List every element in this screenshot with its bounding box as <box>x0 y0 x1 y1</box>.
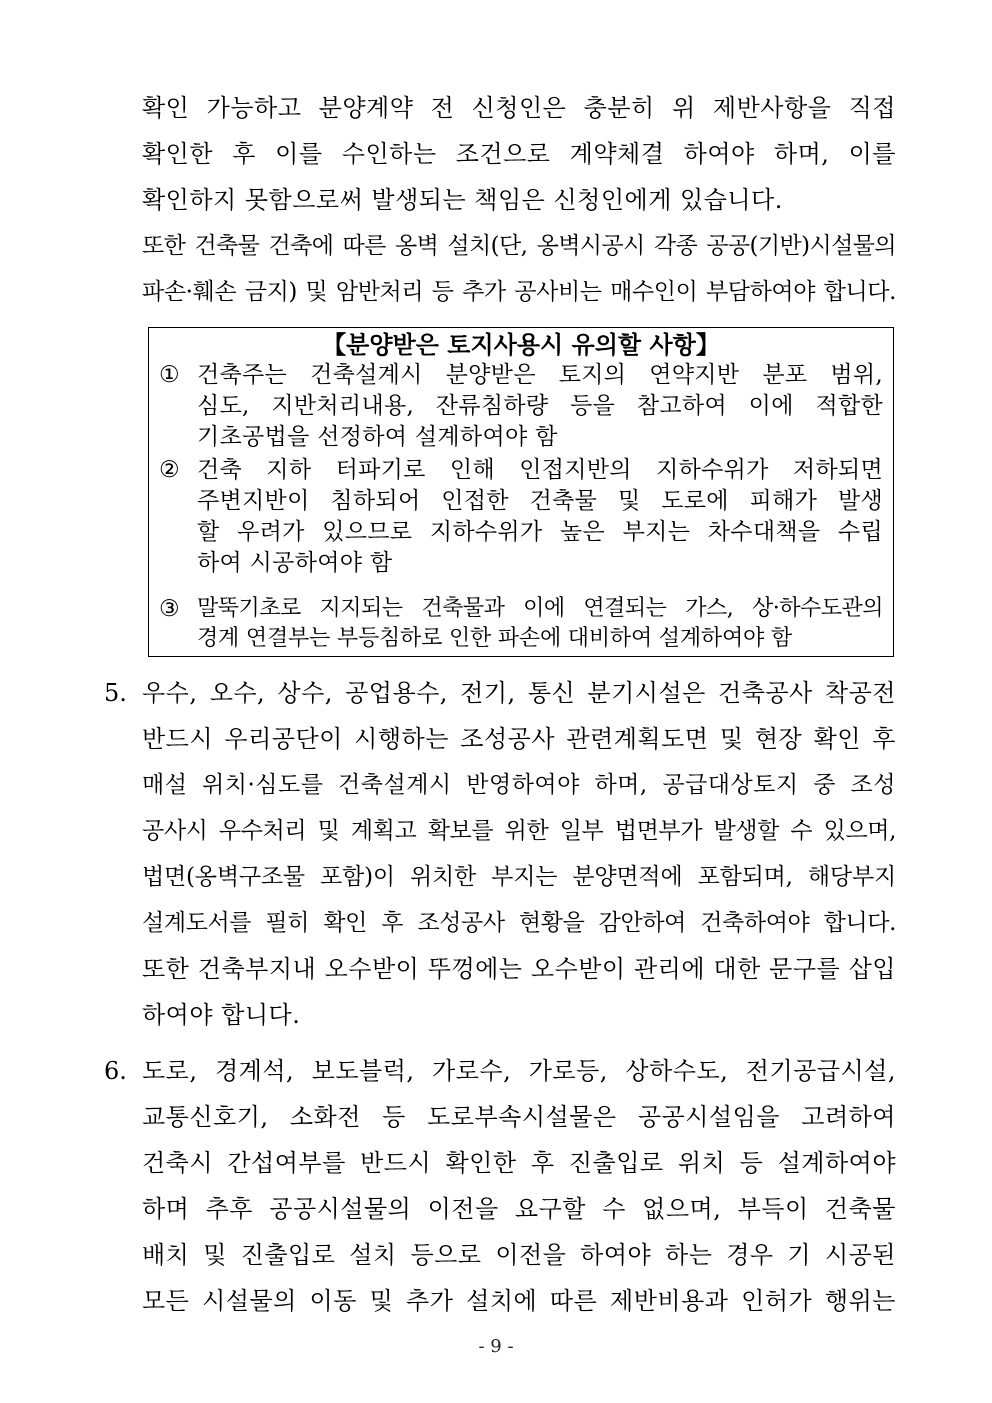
item-marker: ② <box>159 457 180 483</box>
item-line: 할 우려가 있으므로 지하수위가 높은 부지는 차수대책을 수립 <box>197 519 883 545</box>
item-line: 기초공법을 선정하여 설계하여야 함 <box>197 424 558 450</box>
text-line: 또한 건축물 건축에 따른 옹벽 설치(단, 옹벽시공시 각종 공공(기반)시설물의 <box>142 233 896 259</box>
section-number: 6. <box>104 1057 127 1085</box>
item-line: 심도, 지반처리내용, 잔류침하량 등을 참고하여 이에 적합한 <box>197 393 883 419</box>
item-marker: ③ <box>159 596 180 622</box>
text-line: 모든 시설물의 이동 및 추가 설치에 따른 제반비용과 인허가 행위는 <box>142 1287 896 1315</box>
text-line: 매설 위치·심도를 건축설계시 반영하여야 하며, 공급대상토지 중 조성 <box>142 772 896 798</box>
text-line: 배치 및 진출입로 설치 등으로 이전을 하여야 하는 경우 기 시공된 <box>142 1241 896 1269</box>
text-line: 확인하지 못함으로써 발생되는 책임은 신청인에게 있습니다. <box>142 186 783 214</box>
text-line: 확인한 후 이를 수인하는 조건으로 계약체결 하여야 하며, 이를 <box>142 140 896 168</box>
item-line: 하여 시공하여야 함 <box>197 550 393 576</box>
item-marker: ① <box>159 362 180 388</box>
text-line: 도로, 경계석, 보도블럭, 가로수, 가로등, 상하수도, 전기공급시설, <box>142 1057 896 1085</box>
text-line: 건축시 간섭여부를 반드시 확인한 후 진출입로 위치 등 설계하여야 <box>142 1149 896 1177</box>
text-line: 우수, 오수, 상수, 공업용수, 전기, 통신 분기시설은 건축공사 착공전 <box>142 679 896 707</box>
text-line: 교통신호기, 소화전 등 도로부속시설물은 공공시설임을 고려하여 <box>142 1103 896 1131</box>
text-line: 또한 건축부지내 오수받이 뚜껑에는 오수받이 관리에 대한 문구를 삽입 <box>142 955 896 983</box>
text-line: 반드시 우리공단이 시행하는 조성공사 관련계획도면 및 현장 확인 후 <box>142 725 896 753</box>
page-number: - 9 - <box>478 1336 514 1357</box>
text-line: 파손·훼손 금지) 및 암반처리 등 추가 공사비는 매수인이 부담하여야 합니다. <box>142 279 896 305</box>
notice-box <box>148 327 894 657</box>
text-line: 하여야 합니다. <box>142 1001 301 1029</box>
item-line: 건축주는 건축설계시 분양받은 토지의 연약지반 분포 범위, <box>197 362 883 388</box>
notice-box-title: 【분양받은 토지사용시 유의할 사항】 <box>322 330 720 359</box>
text-line: 설계도서를 필히 확인 후 조성공사 현황을 감안하여 건축하여야 합니다. <box>142 910 896 936</box>
item-line: 경계 연결부는 부등침하로 인한 파손에 대비하여 설계하여야 함 <box>197 626 792 651</box>
item-line: 말뚝기초로 지지되는 건축물과 이에 연결되는 가스, 상·하수도관의 <box>197 596 883 621</box>
text-line: 하며 추후 공공시설물의 이전을 요구할 수 없으며, 부득이 건축물 <box>142 1195 896 1223</box>
text-line: 공사시 우수처리 및 계획고 확보를 위한 일부 법면부가 발생할 수 있으며, <box>142 818 896 844</box>
section-number: 5. <box>104 679 127 707</box>
item-line: 주변지반이 침하되어 인접한 건축물 및 도로에 피해가 발생 <box>197 488 883 514</box>
item-line: 건축 지하 터파기로 인해 인접지반의 지하수위가 저하되면 <box>197 457 883 483</box>
text-line: 확인 가능하고 분양계약 전 신청인은 충분히 위 제반사항을 직접 <box>142 94 896 122</box>
text-line: 법면(옹벽구조물 포함)이 위치한 부지는 분양면적에 포함되며, 해당부지 <box>142 864 896 890</box>
